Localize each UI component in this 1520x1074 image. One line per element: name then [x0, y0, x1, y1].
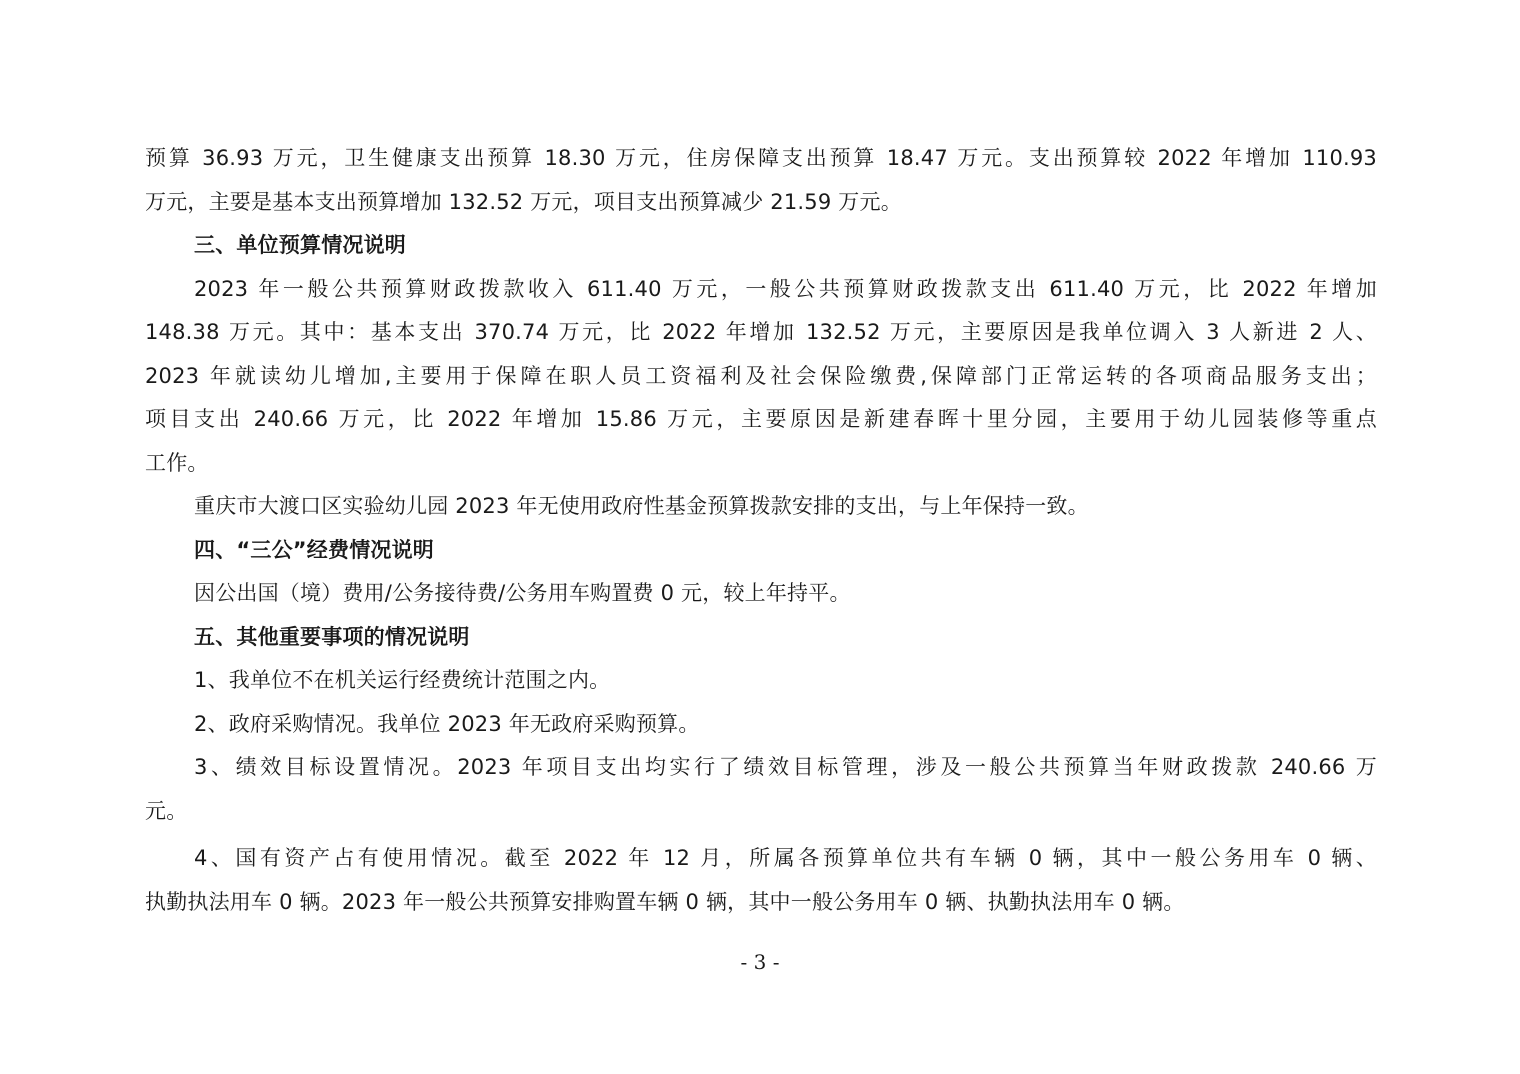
paragraph-line: 执勤执法用车 0 辆。2023 年一般公共预算安排购置车辆 0 辆，其中一般公务用车 0 辆、执勤执法用车 0 辆。 — [145, 889, 1185, 914]
paragraph-line: 工作。 — [145, 450, 209, 475]
paragraph-line: 148.38 万元。其中：基本支出 370.74 万元，比 2022 年增加 132.52 万元，主要原因是我单位调入 3 人新进 2 人、 — [145, 320, 1377, 344]
section-heading-unit-budget: 三、单位预算情况说明 — [194, 233, 406, 257]
paragraph-line: 项目支出 240.66 万元，比 2022 年增加 15.86 万元，主要原因是新建春晖十里分园，主要用于幼儿园装修等重点 — [145, 407, 1377, 431]
section-heading-other-matters: 五、其他重要事项的情况说明 — [194, 624, 470, 649]
page-number: - 3 - — [740, 950, 780, 974]
paragraph-line: 预算 36.93 万元，卫生健康支出预算 18.30 万元，住房保障支出预算 18.47 万元。支出预算较 2022 年增加 110.93 — [145, 146, 1377, 170]
paragraph-line: 元。 — [145, 798, 188, 823]
paragraph-line: 2023 年一般公共预算财政拨款收入 611.40 万元，一般公共预算财政拨款支出 611.40 万元，比 2022 年增加 — [194, 276, 1377, 301]
paragraph-line: 因公出国（境）费用/公务接待费/公务用车购置费 0 元，较上年持平。 — [194, 581, 851, 605]
paragraph-line: 2023 年就读幼儿增加,主要用于保障在职人员工资福利及社会保险缴费,保障部门正常运转的各项商品服务支出； — [145, 363, 1377, 388]
paragraph-line: 万元，主要是基本支出预算增加 132.52 万元，项目支出预算减少 21.59 万元。 — [145, 189, 902, 214]
list-item: 3、绩效目标设置情况。2023 年项目支出均实行了绩效目标管理，涉及一般公共预算当年财政拨款 240.66 万 — [194, 755, 1377, 779]
section-heading-three-public: 四、“三公”经费情况说明 — [194, 537, 435, 562]
list-item: 4、国有资产占有使用情况。截至 2022 年 12 月，所属各预算单位共有车辆 0 辆，其中一般公务用车 0 辆、 — [194, 846, 1377, 870]
paragraph-line: 重庆市大渡口区实验幼儿园 2023 年无使用政府性基金预算拨款安排的支出，与上年保持一致。 — [194, 494, 1089, 518]
list-item: 2、政府采购情况。我单位 2023 年无政府采购预算。 — [194, 711, 700, 736]
list-item: 1、我单位不在机关运行经费统计范围之内。 — [194, 668, 611, 692]
document-body — [145, 137, 1377, 924]
